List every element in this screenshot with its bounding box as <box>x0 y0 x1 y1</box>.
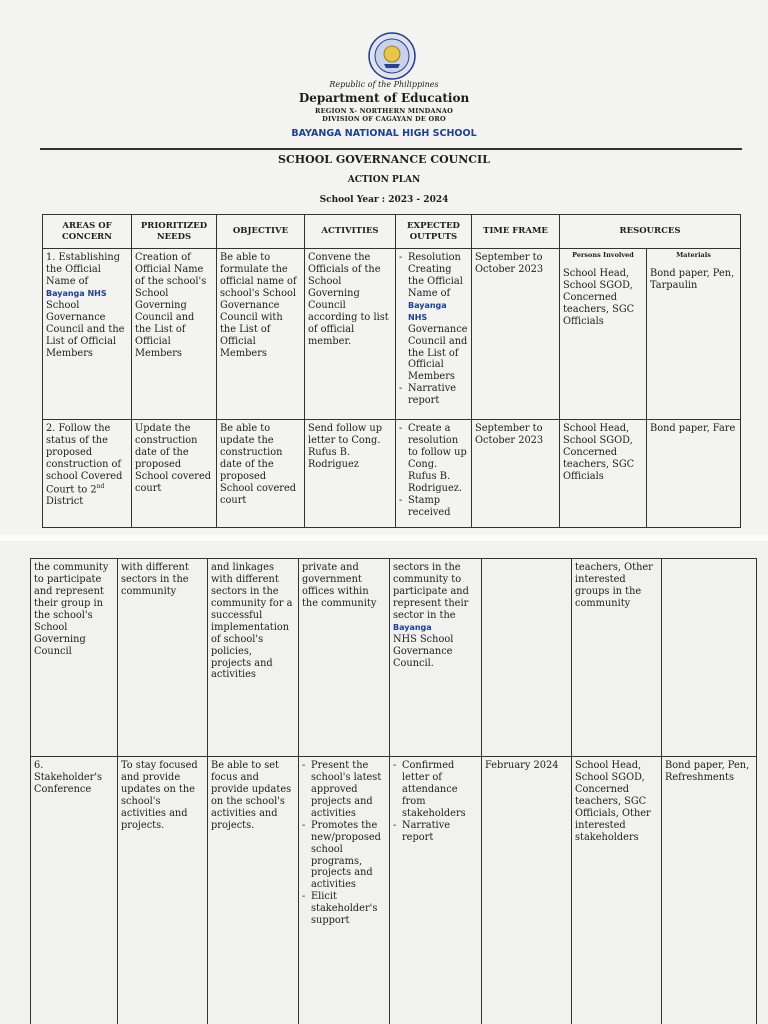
needs-cell: Creation of Official Name of the school's School Governing Council and the List of Official Members <box>132 249 217 420</box>
area-cell: the community to participate and represent their group in the school's School Governing Council <box>31 559 118 757</box>
deped-seal-icon <box>368 32 416 80</box>
school-short-name: Bayanga NHS <box>46 288 107 298</box>
header-divider <box>40 148 742 150</box>
area-cell: 1. Establishing the Official Name of Bayanga NHS School Governance Council and the List of Official Members <box>43 249 132 420</box>
region-line: REGION X- NORTHERN MINDANAO <box>315 107 453 115</box>
persons-cell: School Head, School SGOD, Concerned teachers, SGC Officials, Other interested stakeholders <box>572 757 662 1024</box>
col-header: EXPECTED OUTPUTS <box>396 215 472 249</box>
list-item: - Confirmed letter of attendance from stakeholders <box>393 760 478 820</box>
list-item: - Narrative report <box>399 383 468 407</box>
action-plan-table <box>42 214 741 528</box>
plan-title: ACTION PLAN <box>347 175 421 185</box>
list-item: - Promotes the new/proposed school programs, projects and activities <box>302 820 386 892</box>
col-header: RESOURCES <box>560 215 741 249</box>
page-two <box>0 541 768 1024</box>
persons-cell: School Head, School SGOD, Concerned teachers, SGC Officials <box>560 420 647 528</box>
outputs-cell <box>396 420 472 528</box>
col-header: OBJECTIVE <box>217 215 305 249</box>
activities-cell: Send follow up letter to Cong. Rufus B. Rodriguez <box>305 420 396 528</box>
action-plan-table-continued <box>30 558 757 1024</box>
school-year: School Year : 2023 - 2024 <box>319 195 449 205</box>
activities-cell: Convene the Officials of the School Governing Council according to list of official member. <box>305 249 396 420</box>
list-item: - Narrative report <box>393 820 478 844</box>
list-item: - Resolution Creating the Official Name of Bayanga NHS Governance Council and the List of Official Members <box>399 252 468 383</box>
time-cell: September to October 2023 <box>472 249 560 420</box>
activities-cell: private and government offices within the community <box>299 559 390 757</box>
list-item: - Elicit stakeholder's support <box>302 891 386 927</box>
time-cell: September to October 2023 <box>472 420 560 528</box>
col-header: TIME FRAME <box>472 215 560 249</box>
list-item: - Present the school's latest approved projects and activities <box>302 760 386 820</box>
list-item: - Create a resolution to follow up Cong. Rufus B. Rodriguez. <box>399 423 468 495</box>
school-name: BAYANGA NATIONAL HIGH SCHOOL <box>291 128 477 139</box>
materials-cell: Materials Bond paper, Pen, Tarpaulin <box>647 249 741 420</box>
table-row <box>43 420 741 528</box>
outputs-cell <box>390 757 482 1024</box>
table-row <box>43 249 741 420</box>
time-cell <box>482 559 572 757</box>
division-line: DIVISION OF CAGAYAN DE ORO <box>322 115 446 123</box>
table-header-row <box>43 215 741 249</box>
col-header: AREAS OF CONCERN <box>43 215 132 249</box>
persons-cell: teachers, Other interested groups in the community <box>572 559 662 757</box>
objective-cell: and linkages with different sectors in the community for a successful implementation of school's policies, projects and activities <box>208 559 299 757</box>
needs-cell: Update the construction date of the proposed School covered court <box>132 420 217 528</box>
objective-cell: Be able to update the construction date of the proposed School covered court <box>217 420 305 528</box>
persons-cell: Persons Involved School Head, School SGOD, Concerned teachers, SGC Officials <box>560 249 647 420</box>
needs-cell: with different sectors in the community <box>118 559 208 757</box>
republic-line: Republic of the Philippines <box>329 80 439 89</box>
needs-cell: To stay focused and provide updates on the school's activities and projects. <box>118 757 208 1024</box>
time-cell: February 2024 <box>482 757 572 1024</box>
materials-cell: Bond paper, Pen, Refreshments <box>662 757 757 1024</box>
area-cell: 2. Follow the status of the proposed construction of school Covered Court to 2nd District <box>43 420 132 528</box>
council-title: SCHOOL GOVERNANCE COUNCIL <box>278 153 490 166</box>
materials-cell: Bond paper, Fare <box>647 420 741 528</box>
table-row <box>31 559 757 757</box>
col-header: ACTIVITIES <box>305 215 396 249</box>
list-item: - Stamp received <box>399 495 468 519</box>
objective-cell: Be able to formulate the official name of school's School Governance Council with the List of Official Members <box>217 249 305 420</box>
col-header: PRIORITIZED NEEDS <box>132 215 217 249</box>
area-cell: 6. Stakeholder's Conference <box>31 757 118 1024</box>
materials-cell <box>662 559 757 757</box>
table-row <box>31 757 757 1024</box>
outputs-cell <box>396 249 472 420</box>
department-name: Department of Education <box>298 91 470 105</box>
activities-cell <box>299 757 390 1024</box>
outputs-cell: sectors in the community to participate and represent their sector in the Bayanga NHS School Governance Council. <box>390 559 482 757</box>
objective-cell: Be able to set focus and provide updates on the school's activities and projects. <box>208 757 299 1024</box>
